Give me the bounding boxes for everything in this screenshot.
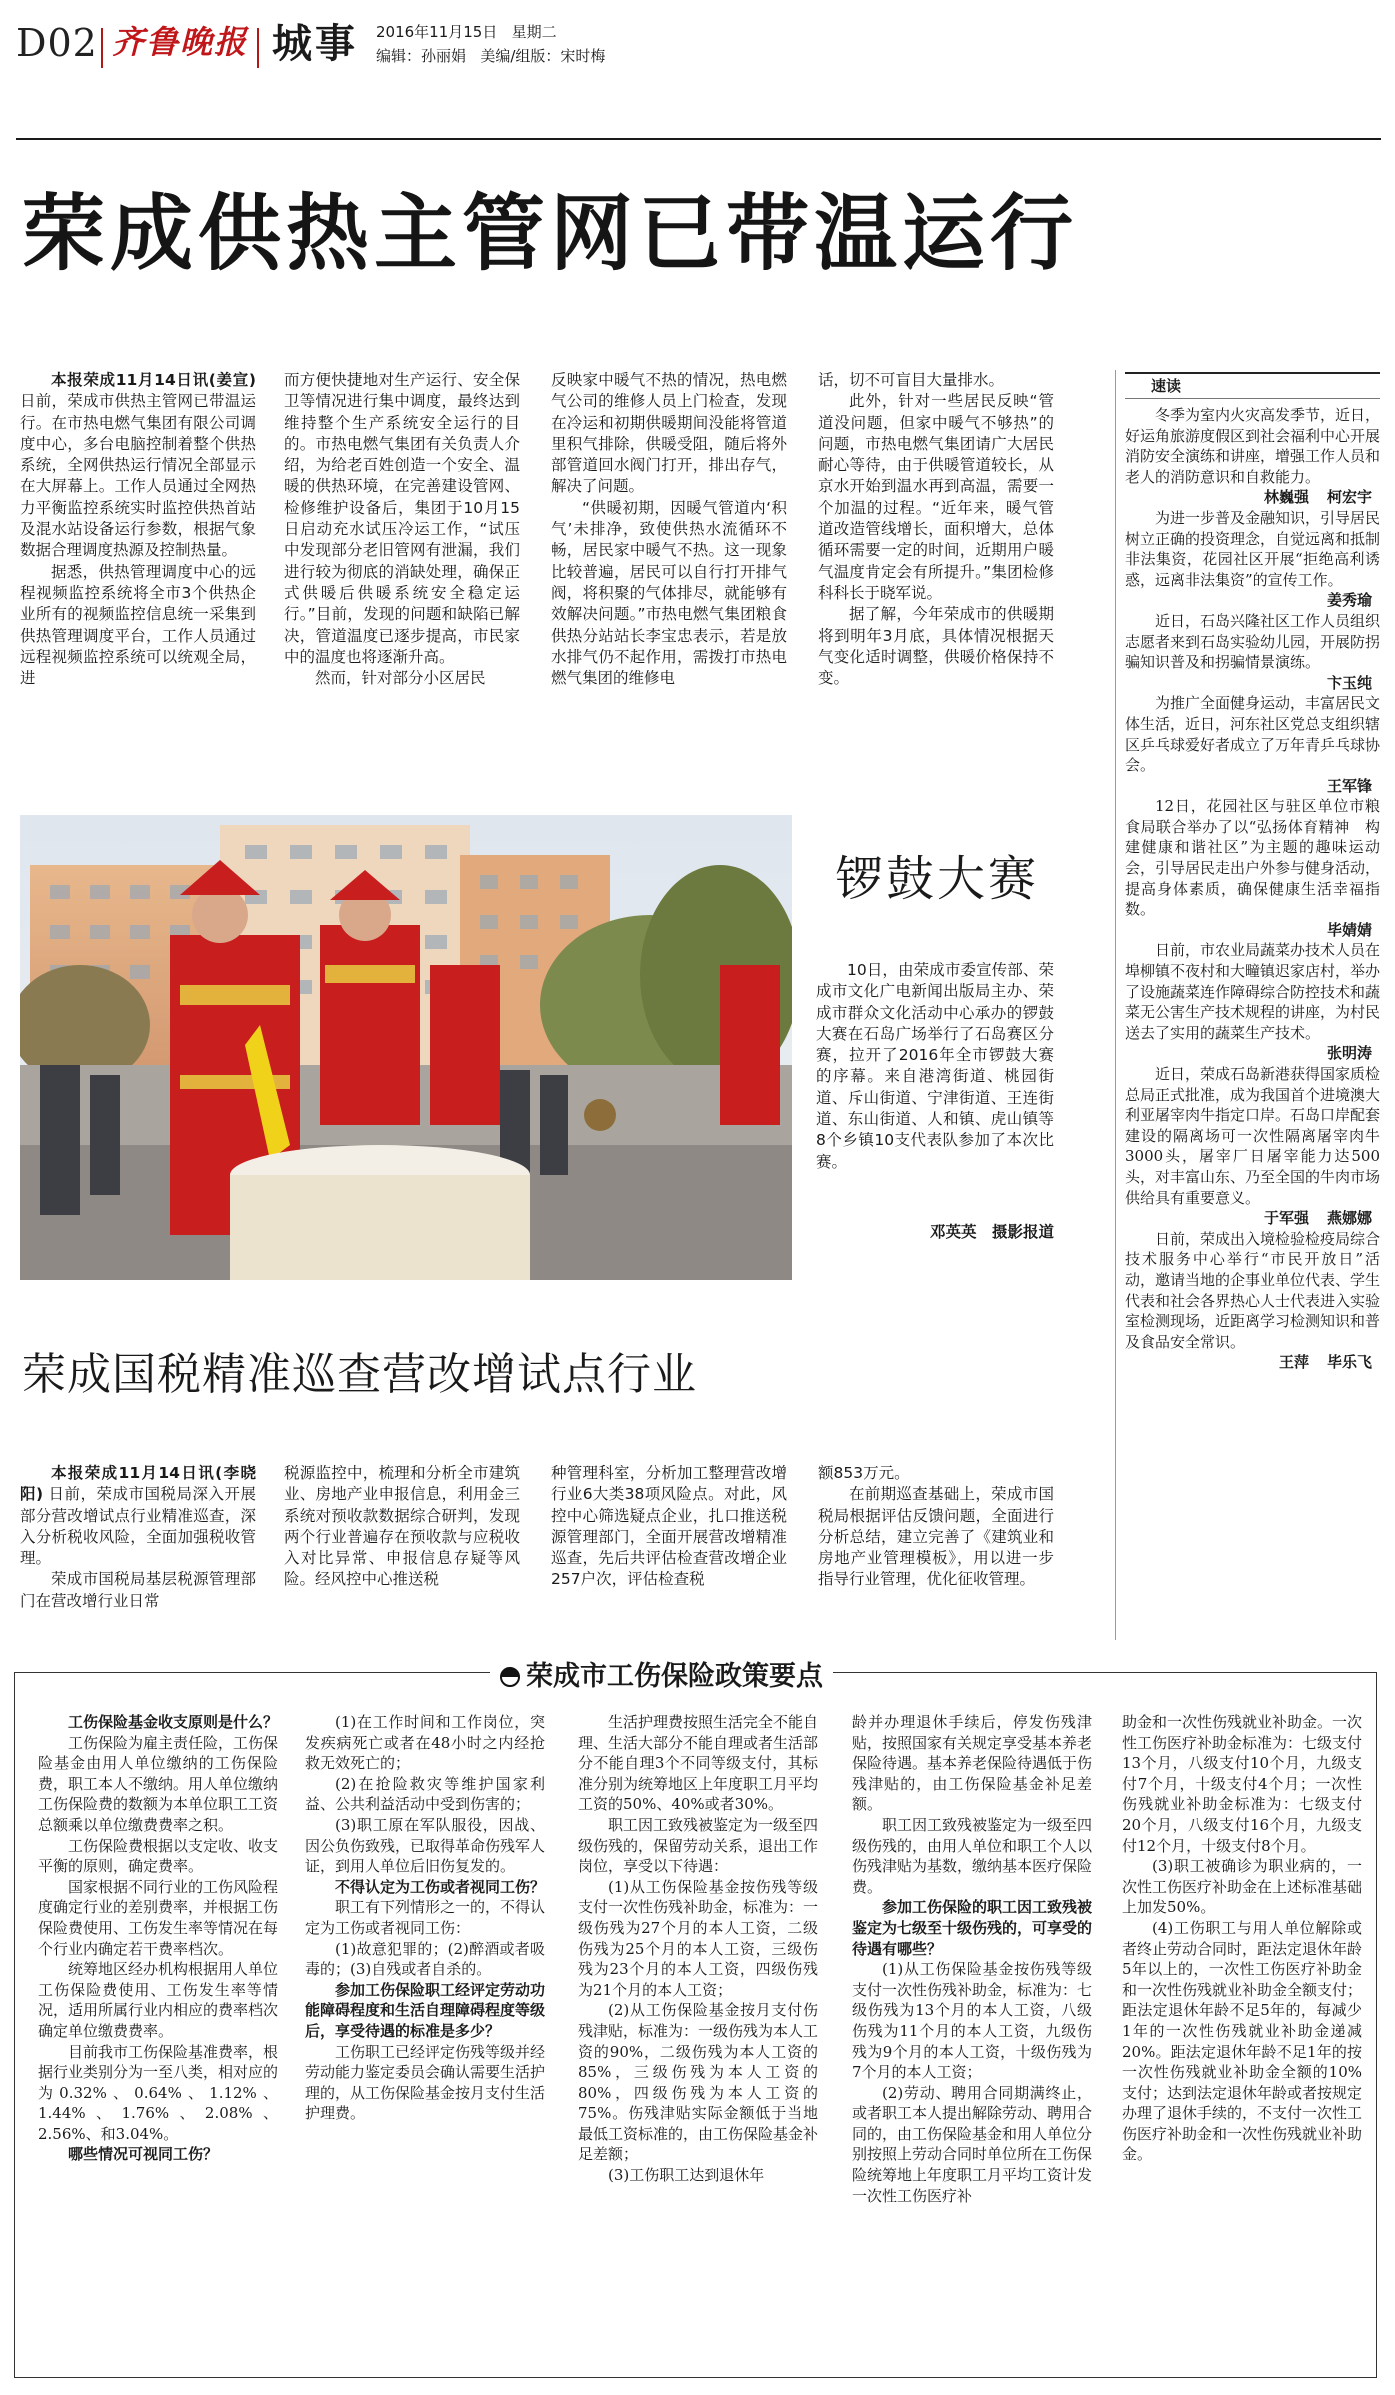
article2-para: 额853万元。 (818, 1464, 910, 1482)
half-circle-icon (500, 1667, 520, 1687)
policy-para: 职工因工致残被鉴定为一级至四级伤残的，由用人单位和职工个人以伤残津贴为基数，缴纳基本医疗保险费。 (852, 1815, 1092, 1896)
article1-headline: 荣成供热主管网已带温运行 (22, 185, 1078, 282)
article1-para: 据悉，供热管理调度中心的远程视频监控系统将全市3个供热企业所有的视频监控信息统一采集到供热管理调度平台，工作人员通过远程视频监控系统可以统观全局，进 (20, 562, 256, 688)
byline-name: 林巍强 (1263, 488, 1309, 507)
byline-name: 毕乐飞 (1326, 1353, 1372, 1372)
sidebar-item-text: 近日，石岛兴隆社区工作人员组织志愿者来到石岛实验幼儿园，开展防拐骗知识普及和拐骗情景演练。 (1125, 611, 1380, 672)
policy-para: (4)工伤职工与用人单位解除或者终止劳动合同时，距法定退休年龄5年以上的，一次性工伤医疗补助金和一次性伤残就业补助金全额支付；距法定退休年龄不足5年的，每减少1年的一次性伤残就业补助金递减20%。距法定退休年龄不足1年的按一次性伤残就业补助金全额的10%支付；达到法定退休年龄或者按规定办理了退休手续的，不支付一次性工伤医疗补助金和一次性伤残就业补助金。 (1122, 1918, 1362, 2164)
policy-para: (2)在抢险救灾等维护国家利益、公共利益活动中受到伤害的； (305, 1774, 545, 1814)
date-text: 2016年11月15日 (376, 23, 498, 41)
masthead-divider-2 (257, 28, 259, 68)
policy-col2 (305, 1712, 545, 2372)
article1-col2 (284, 370, 520, 770)
sidebar-item-byline (1125, 673, 1380, 694)
photo-story-credit: 邓英英 摄影报道 (929, 1223, 1054, 1241)
byline-name: 毕婧婧 (1326, 920, 1372, 939)
policy-para: 助金和一次性伤残就业补助金。一次性工伤医疗补助金标准为：七级支付13个月，八级支付10个月，九级支付7个月，十级支付4个月；一次性伤残就业补助金标准为：七级支付20个月，八级支付16个月，九级支付12个月，十级支付8个月。 (1122, 1713, 1362, 1855)
policy-para: 目前我市工伤保险基准费率，根据行业类别分为一至八类，相对应的为0.32%、0.64%、1.12%、1.44%、1.76%、2.08%、2.56%、和3.04%。 (38, 2042, 278, 2143)
byline-name: 柯宏宇 (1326, 488, 1372, 507)
article2-headline: 荣成国税精准巡查营改增试点行业 (22, 1349, 697, 1400)
gong-drum-photo (20, 815, 792, 1280)
policy-para: (1)在工作时间和工作岗位，突发疾病死亡或者在48小时之内经抢救无效死亡的； (305, 1713, 545, 1773)
policy-para: 生活护理费按照生活完全不能自理、生活大部分不能自理或者生活部分不能自理3个不同等级支付，其标准分别为统筹地区上年度职工月平均工资的50%、40%或者30%。 (578, 1713, 818, 1814)
sidebar-item-byline (1125, 1352, 1380, 1373)
section-name: 城事 (272, 21, 358, 67)
article1-para: “供暖初期，因暖气管道内‘积气’未排净，致使供热水流循环不畅，居民家中暖气不热。这一现象比较普遍，居民可以自行打开排气阀，将积聚的气体排尽，就能够有效解决问题。”市热电燃气集团粮食供热分站站长李宝忠表示，若是放水排气仍不起作用，需拨打市热电燃气集团的维修电 (551, 498, 787, 688)
page-number: D02 (16, 21, 98, 65)
policy-para: 统筹地区经办机构根据用人单位工伤保险费使用、工伤发生率等情况，适用所属行业内相应的费率档次确定单位缴费费率。 (38, 1960, 278, 2040)
policy-para: 工伤保险费根据以支定收、收支平衡的原则，确定费率。 (38, 1836, 278, 1876)
policy-para: (2)从工伤保险基金按月支付伤残津贴，标准为：一级伤残为本人工资的90%，二级伤残为本人工资的85%，三级伤残为本人工资的80%，四级伤残为本人工资的75%。伤残津贴实际金额低于当地最低工资标准的，由工伤保险基金补足差额； (578, 2001, 818, 2164)
policy-question: 哪些情况可视同工伤？ (68, 2145, 219, 2164)
article1-para: 据了解，今年荣成市的供暖期将到明年3月底，具体情况根据天气变化适时调整，供暖价格保持不变。 (818, 605, 1054, 688)
policy-para: (3)职工被确诊为职业病的，一次性工伤医疗补助金在上述标准基础上加发50%。 (1122, 1857, 1362, 1917)
policy-question: 工伤保险基金收支原则是什么？ (68, 1713, 278, 1731)
sidebar-header-label: 速读 (1151, 377, 1182, 395)
sidebar-body (1125, 405, 1380, 1640)
sidebar-item-text: 日前，荣成出入境检验检疫局综合技术服务中心举行“市民开放日”活动，邀请当地的企事业单位代表、学生代表和社会各界热心人士代表进入实验室检测现场，近距离学习检测知识和普及食品安全常识。 (1125, 1229, 1380, 1351)
article2-para: 日前，荣成市国税局深入开展部分营改增试点行业精准巡查，深入分析税收风险，全面加强税收管理。 (20, 1485, 256, 1568)
masthead-divider-1 (101, 28, 103, 68)
article2-para: 在前期巡查基础上，荣成市国税局根据评估反馈问题，全面进行分析总结，建立完善了《建筑业和房地产业管理模板》，用以进一步指导行业管理，优化征收管理。 (818, 1485, 1054, 1589)
policy-para: (3)工伤职工达到退休年 (608, 2166, 765, 2185)
sidebar-divider (1115, 370, 1116, 1640)
policy-title-wrap (490, 1660, 833, 1694)
masthead-rule (16, 138, 1381, 140)
sidebar-item-text: 近日，荣成石岛新港获得国家质检总局正式批准，成为我国首个进境澳大利亚屠宰肉牛指定口岸。石岛口岸配套建设的隔离场可一次性隔离屠宰肉牛3000头，屠宰厂日屠宰能力达500头，对丰富山东、乃至全国的牛肉市场供给具有重要意义。 (1125, 1065, 1380, 1207)
policy-para: (1)从工伤保险基金按伤残等级支付一次性伤残补助金，标准为：一级伤残为27个月的本人工资，二级伤残为25个月的本人工资，三级伤残为23个月的本人工资，四级伤残为21个月的本人工资； (578, 1877, 818, 1999)
article1-para: 然而，针对部分小区居民 (315, 669, 486, 688)
policy-para: 国家根据不同行业的工伤风险程度确定行业的差别费率，并根据工伤保险费使用、工伤发生率等情况在每个行业内确定若干费率档次。 (38, 1877, 278, 1958)
policy-col3 (578, 1712, 818, 2372)
article1-para: 话，切不可盲目大量排水。 (818, 371, 1005, 389)
byline-name: 燕娜娜 (1326, 1209, 1372, 1228)
byline-name: 姜秀瑜 (1326, 591, 1372, 610)
article2-col2 (284, 1463, 520, 1638)
byline-name: 卞玉纯 (1326, 673, 1372, 692)
article1-para: 反映家中暖气不热的情况，热电燃气公司的维修人员上门检查，发现在冷运和初期供暖期间没能将管道里积气排除，供暖受阻，随后将外部管道回水阀门打开，排出存气，解决了问题。 (551, 371, 787, 496)
sidebar-item-text: 日前，市农业局蔬菜办技术人员在埠柳镇不夜村和大疃镇迟家店村，举办了设施蔬菜连作障碍综合防控技术和蔬菜无公害生产技术规程的讲座，为村民送去了实用的蔬菜生产技术。 (1125, 941, 1380, 1042)
policy-col4 (852, 1712, 1092, 2372)
photo-story-title: 锣鼓大赛 (835, 851, 1040, 907)
weekday-text: 星期二 (511, 23, 557, 41)
sidebar-item-text: 冬季为室内火灾高发季节，近日，好运角旅游度假区到社会福利中心开展消防安全演练和讲座，增强工作人员和老人的消防意识和自救能力。 (1125, 406, 1380, 486)
policy-para: 工伤职工已经评定伤残等级并经劳动能力鉴定委员会确认需要生活护理的，从工伤保险基金按月支付生活护理费。 (305, 2042, 545, 2123)
issue-date (376, 22, 557, 42)
photo-illustration (20, 815, 792, 1280)
article2-para: 荣成市国税局基层税源管理部门在营改增行业日常 (20, 1570, 256, 1610)
sidebar-item-byline (1125, 590, 1380, 611)
article2-col4 (818, 1463, 1054, 1638)
policy-question: 参加工伤保险职工经评定劳动功能障碍程度和生活自理障碍程度等级后，享受待遇的标准是多少？ (305, 1980, 545, 2040)
policy-para: (2)劳动、聘用合同期满终止，或者职工本人提出解除劳动、聘用合同的，由工伤保险基金和用人单位分别按照上劳动合同时单位所在工伤保险统筹地上年度职工月平均工资计发一次性工伤医疗补 (852, 2083, 1092, 2205)
policy-para: 职工有下列情形之一的，不得认定为工伤或者视同工伤： (305, 1898, 545, 1937)
policy-para: 龄并办理退休手续后，停发伤残津贴，按照国家有关规定享受基本养老保险待遇。基本养老保险待遇低于伤残津贴的，由工伤保险基金补足差额。 (852, 1713, 1092, 1814)
policy-para: 工伤保险为雇主责任险，工伤保险基金由用人单位缴纳的工伤保险费，职工本人不缴纳。用人单位缴纳工伤保险费的数额为本单位职工工资总额乘以单位缴费费率之积。 (38, 1733, 278, 1834)
photo-story-body (816, 960, 1054, 1250)
article1-para: 而方便快捷地对生产运行、安全保卫等情况进行集中调度，最终达到维持整个生产系统安全运行的目的。市热电燃气集团有关负责人介绍，为给老百姓创造一个安全、温暖的供热环境，在完善建设管网、检修维护设备后，集团于10月15日启动充水试压冷运工作，“试压中发现部分老旧管网有泄漏，我们进行较为彻底的消缺处理，确保正式供暖后供暖系统安全稳定运行。”目前，发现的问题和缺陷已解决，管道温度已逐步提高，市民家中的温度也将逐渐升高。 (284, 371, 520, 666)
article1-col1 (20, 370, 256, 770)
policy-para: (1)从工伤保险基金按伤残等级支付一次性伤残补助金，标准为：七级伤残为13个月的本人工资，八级伤残为11个月的本人工资，九级伤残为9个月的本人工资，十级伤残为7个月的本人工资； (852, 1960, 1092, 2082)
sidebar-item-byline (1125, 1208, 1380, 1229)
policy-col1 (38, 1712, 278, 2372)
paper-logo: 齐鲁晚报 (112, 23, 249, 61)
sidebar-item-text: 为进一步普及金融知识，引导居民树立正确的投资理念，自觉远离和抵制非法集资，花园社区开展“拒绝高利诱惑，远离非法集资”的宣传工作。 (1125, 508, 1380, 589)
sidebar-item-text: 为推广全面健身运动，丰富居民文体生活，近日，河东社区党总支组织辖区乒乓球爱好者成立了万年青乒乓球协会。 (1125, 694, 1380, 775)
byline-name: 张明涛 (1326, 1044, 1372, 1063)
byline-name: 于军强 (1263, 1209, 1309, 1228)
sidebar-item-byline (1125, 487, 1380, 508)
byline-name: 王军锋 (1326, 776, 1372, 795)
article2-para: 种管理科室，分析加工整理营改增行业6大类38项风险点。对此，风控中心筛选疑点企业，扎口推送税源管理部门，全面开展营改增精准巡查，先后共评估检查营改增企业257户次，评估检查税 (551, 1464, 787, 1589)
sidebar-header (1125, 372, 1380, 399)
article2-lead: 本报荣成11月14日讯(李晓阳) (20, 1464, 256, 1504)
sidebar-item-byline (1125, 776, 1380, 797)
policy-title: 荣成市工伤保险政策要点 (526, 1661, 823, 1692)
article2-para: 税源监控中，梳理和分析全市建筑业、房地产业申报信息，利用金三系统对预收款数据综合研判，发现两个行业普遍存在预收款与应税收入对比异常、申报信息存疑等风险。经风控中心推送税 (284, 1464, 520, 1589)
policy-para: 职工因工致残被鉴定为一级至四级伤残的，保留劳动关系，退出工作岗位，享受以下待遇： (578, 1815, 818, 1876)
article1-col3 (551, 370, 787, 770)
policy-question: 不得认定为工伤或者视同工伤？ (335, 1877, 545, 1896)
sidebar-item-text: 12日，花园社区与驻区单位市粮食局联合举办了以“弘扬体育精神 构建健康和谐社区”为主题的趣味运动会，引导居民走出户外参与健身活动，提高身体素质，确保健康生活幸福指数。 (1125, 797, 1380, 919)
article1-para: 日前，荣成市供热主管网已带温运行。在市热电燃气集团有限公司调度中心，多台电脑控制着整个供热系统，全网供热运行情况全部显示在大屏幕上。工作人员通过全网热力平衡监控系统实时监控供热首站及混水站设备运行参数，根据气象数据合理调度热源及控制热量。 (20, 392, 256, 560)
photo-story-text: 10日，由荣成市委宣传部、荣成市文化广电新闻出版局主办、荣成市群众文化活动中心承办的锣鼓大赛在石岛广场举行了石岛赛区分赛，拉开了2016年全市锣鼓大赛的序幕。来自港湾街道、桃园街道、斥山街道、宁津街道、王连街道、东山街道、人和镇、虎山镇等8个乡镇10支代表队参加了本次比赛。 (816, 961, 1054, 1171)
editor-credit: 编辑：孙丽娟 (376, 47, 467, 65)
policy-col5 (1122, 1712, 1362, 2372)
byline-name: 王萍 (1278, 1353, 1309, 1372)
article2-col1 (20, 1463, 256, 1638)
policy-question: 参加工伤保险的职工因工致残被鉴定为七级至十级伤残的，可享受的待遇有哪些？ (852, 1898, 1092, 1958)
article1-col4 (818, 370, 1054, 770)
article1-para: 此外，针对一些居民反映“管道没问题，但家中暖气不够热”的问题，市热电燃气集团请广大居民耐心等待，由于供暖管道较长，从京水开始到温水再到高温，需要一个加温的过程。“近年来，暖气管道改造管线增长，面积增大，总体循环需要一定的时间，近期用户暖气温度肯定会有所提升。”集团检修科科长于晓军说。 (818, 392, 1054, 602)
sidebar-item-byline (1125, 1043, 1380, 1064)
designer-credit: 美编/组版：宋时梅 (480, 47, 606, 65)
policy-para: (1)故意犯罪的；(2)醉酒或者吸毒的；(3)自残或者自杀的。 (305, 1939, 545, 1979)
article1-lead: 本报荣成11月14日讯(姜宣) (51, 371, 256, 389)
article2-col3 (551, 1463, 787, 1638)
sidebar-item-byline (1125, 920, 1380, 941)
credits (376, 46, 605, 66)
policy-para: (3)职工原在军队服役，因战、因公负伤致残，已取得革命伤残军人证，到用人单位后旧伤复发的。 (305, 1815, 545, 1876)
